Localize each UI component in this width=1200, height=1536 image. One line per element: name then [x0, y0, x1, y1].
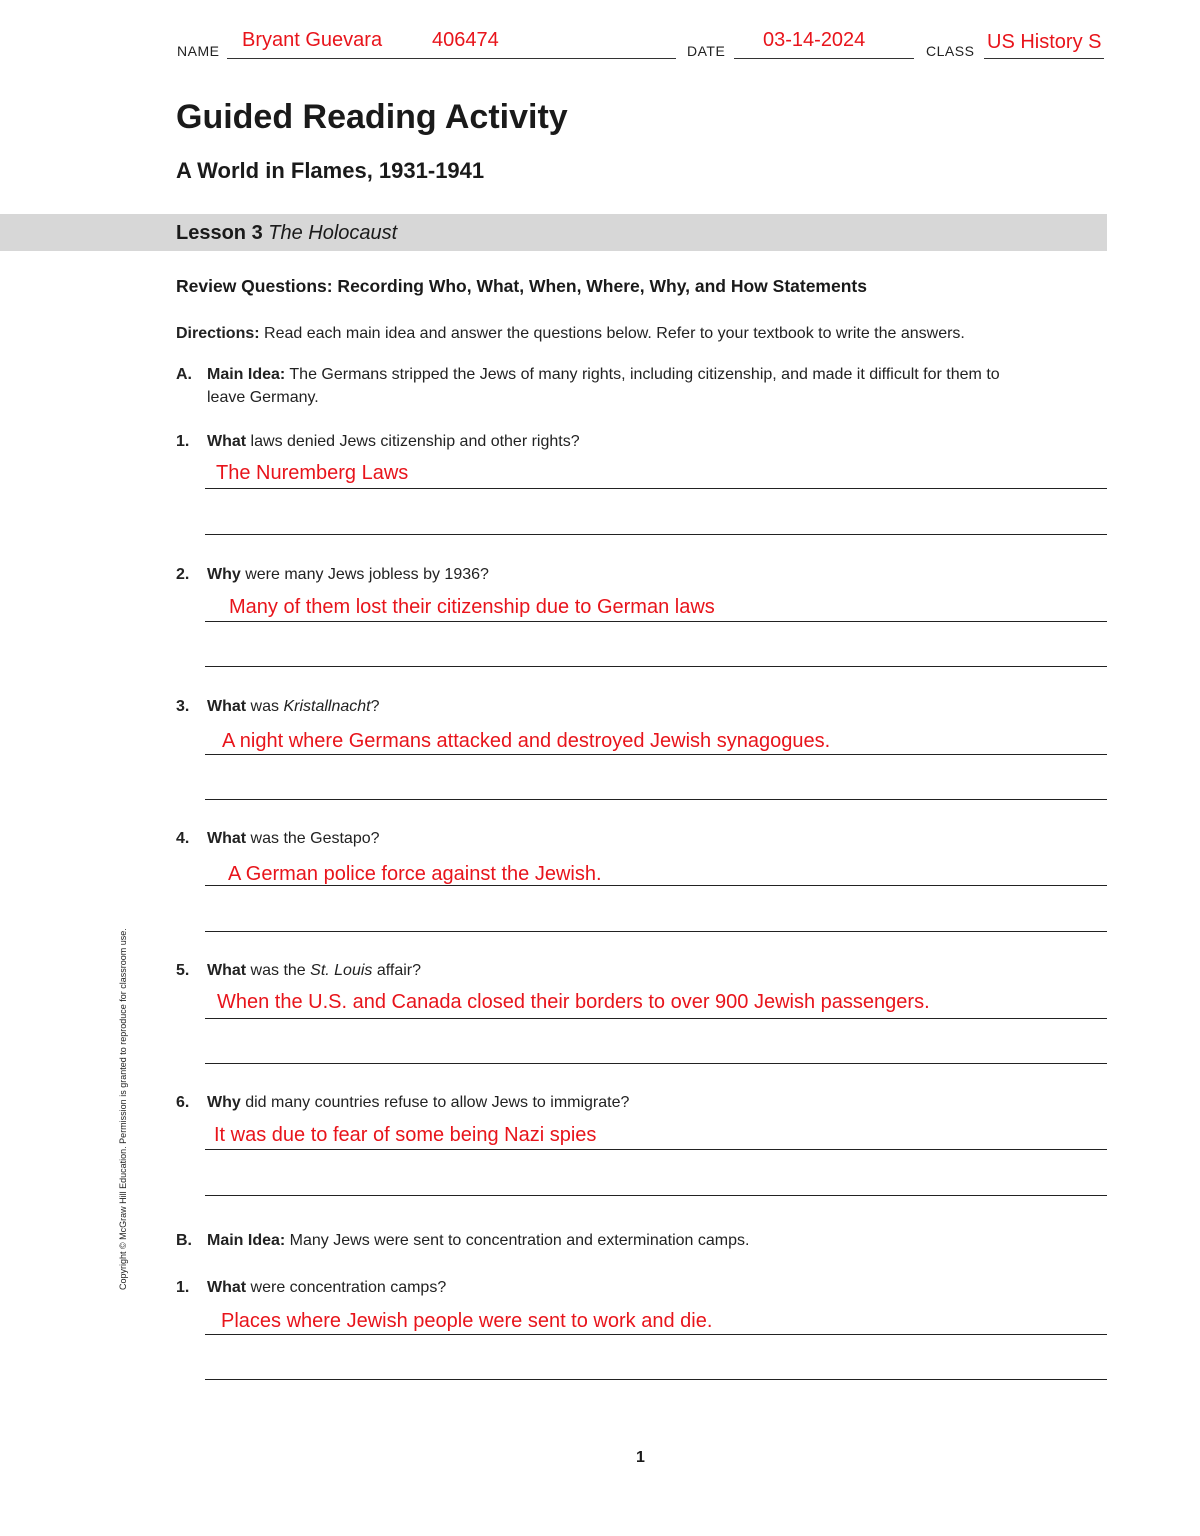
- question-keyword: What: [207, 433, 247, 450]
- main-idea-label: Main Idea:: [207, 366, 286, 383]
- question-a5: [176, 959, 421, 982]
- page-subtitle: A World in Flames, 1931-1941: [176, 158, 485, 183]
- answer-line: [205, 754, 1107, 755]
- answer-line: [205, 1195, 1107, 1196]
- answer-a5[interactable]: When the U.S. and Canada closed their borders to over 900 Jewish passengers.: [217, 991, 930, 1013]
- class-underline: [984, 58, 1104, 59]
- name-field[interactable]: Bryant Guevara: [242, 29, 383, 51]
- question-text: were many Jews jobless by 1936?: [240, 566, 489, 583]
- question-number: 1.: [176, 433, 190, 450]
- date-label: DATE: [687, 43, 726, 59]
- section-a-letter: A.: [176, 366, 192, 383]
- directions: [176, 322, 965, 345]
- date-field[interactable]: 03-14-2024: [763, 29, 866, 51]
- question-text: was the: [246, 962, 311, 979]
- question-a3: [176, 695, 380, 718]
- main-idea-text-line2: leave Germany.: [207, 389, 319, 406]
- question-number: 4.: [176, 830, 190, 847]
- answer-line: [205, 1063, 1107, 1064]
- answer-line: [205, 1149, 1107, 1150]
- main-idea-text: Many Jews were sent to concentration and extermination camps.: [285, 1232, 750, 1249]
- question-a1: [176, 430, 580, 453]
- lesson-name: The Holocaust: [268, 222, 398, 244]
- question-number: 2.: [176, 566, 190, 583]
- answer-a3[interactable]: A night where Germans attacked and destroyed Jewish synagogues.: [222, 730, 831, 752]
- lesson-number: Lesson 3: [176, 222, 263, 244]
- question-text: were concentration camps?: [246, 1279, 447, 1296]
- answer-line: [205, 799, 1107, 800]
- question-keyword: What: [207, 962, 247, 979]
- question-keyword: What: [207, 698, 247, 715]
- answer-a6[interactable]: It was due to fear of some being Nazi spies: [214, 1124, 597, 1146]
- review-heading: Review Questions: Recording Who, What, When, Where, Why, and How Statements: [176, 276, 867, 296]
- question-number: 3.: [176, 698, 190, 715]
- section-b-letter: B.: [176, 1232, 192, 1249]
- answer-line: [205, 1334, 1107, 1335]
- question-a6: [176, 1091, 629, 1114]
- question-text-end: affair?: [372, 962, 422, 979]
- question-text: laws denied Jews citizenship and other rights?: [246, 433, 580, 450]
- answer-line: [205, 488, 1107, 489]
- lesson-banner: [0, 214, 1107, 251]
- answer-line: [205, 931, 1107, 932]
- question-italic-term: Kristallnacht: [283, 698, 371, 715]
- question-a2: [176, 563, 489, 586]
- name-underline: [227, 58, 676, 59]
- page-title: Guided Reading Activity: [176, 98, 568, 136]
- question-a4: [176, 827, 380, 850]
- answer-line: [205, 621, 1107, 622]
- answer-a1[interactable]: The Nuremberg Laws: [216, 462, 409, 484]
- answer-a4[interactable]: A German police force against the Jewish.: [228, 863, 602, 885]
- main-idea-text-line1: The Germans stripped the Jews of many rights, including citizenship, and made it difficult for them to: [285, 366, 1000, 383]
- question-b1: [176, 1276, 446, 1299]
- question-keyword: Why: [207, 1094, 241, 1111]
- date-underline: [734, 58, 914, 59]
- answer-line: [205, 1379, 1107, 1380]
- answer-b1[interactable]: Places where Jewish people were sent to work and die.: [221, 1310, 713, 1332]
- question-keyword: Why: [207, 566, 241, 583]
- question-number: 6.: [176, 1094, 190, 1111]
- question-text: was the Gestapo?: [246, 830, 380, 847]
- question-number: 5.: [176, 962, 190, 979]
- directions-text: Read each main idea and answer the questions below. Refer to your textbook to write the answers.: [259, 325, 965, 342]
- question-keyword: What: [207, 830, 247, 847]
- question-text: did many countries refuse to allow Jews to immigrate?: [240, 1094, 630, 1111]
- class-field[interactable]: US History S: [987, 31, 1102, 53]
- lesson-heading: [176, 222, 397, 245]
- question-text-end: ?: [370, 698, 380, 715]
- class-label: CLASS: [926, 43, 975, 59]
- name-label: NAME: [177, 43, 220, 59]
- answer-a2[interactable]: Many of them lost their citizenship due to German laws: [229, 596, 715, 618]
- question-keyword: What: [207, 1279, 247, 1296]
- answer-line: [205, 1018, 1107, 1019]
- question-italic-term: St. Louis: [310, 962, 373, 979]
- answer-line: [205, 534, 1107, 535]
- question-number: 1.: [176, 1279, 190, 1296]
- copyright-notice: Copyright © McGraw Hill Education. Permission is granted to reproduce for classroom use.: [118, 928, 128, 1290]
- section-b-main-idea: [207, 1229, 749, 1252]
- student-id-field[interactable]: 406474: [432, 29, 499, 51]
- main-idea-label: Main Idea:: [207, 1232, 286, 1249]
- question-text: was: [246, 698, 284, 715]
- answer-line: [205, 666, 1107, 667]
- answer-line: [205, 885, 1107, 886]
- section-a-main-idea: [207, 363, 1107, 409]
- directions-label: Directions:: [176, 325, 260, 342]
- page-number: 1: [636, 1449, 645, 1466]
